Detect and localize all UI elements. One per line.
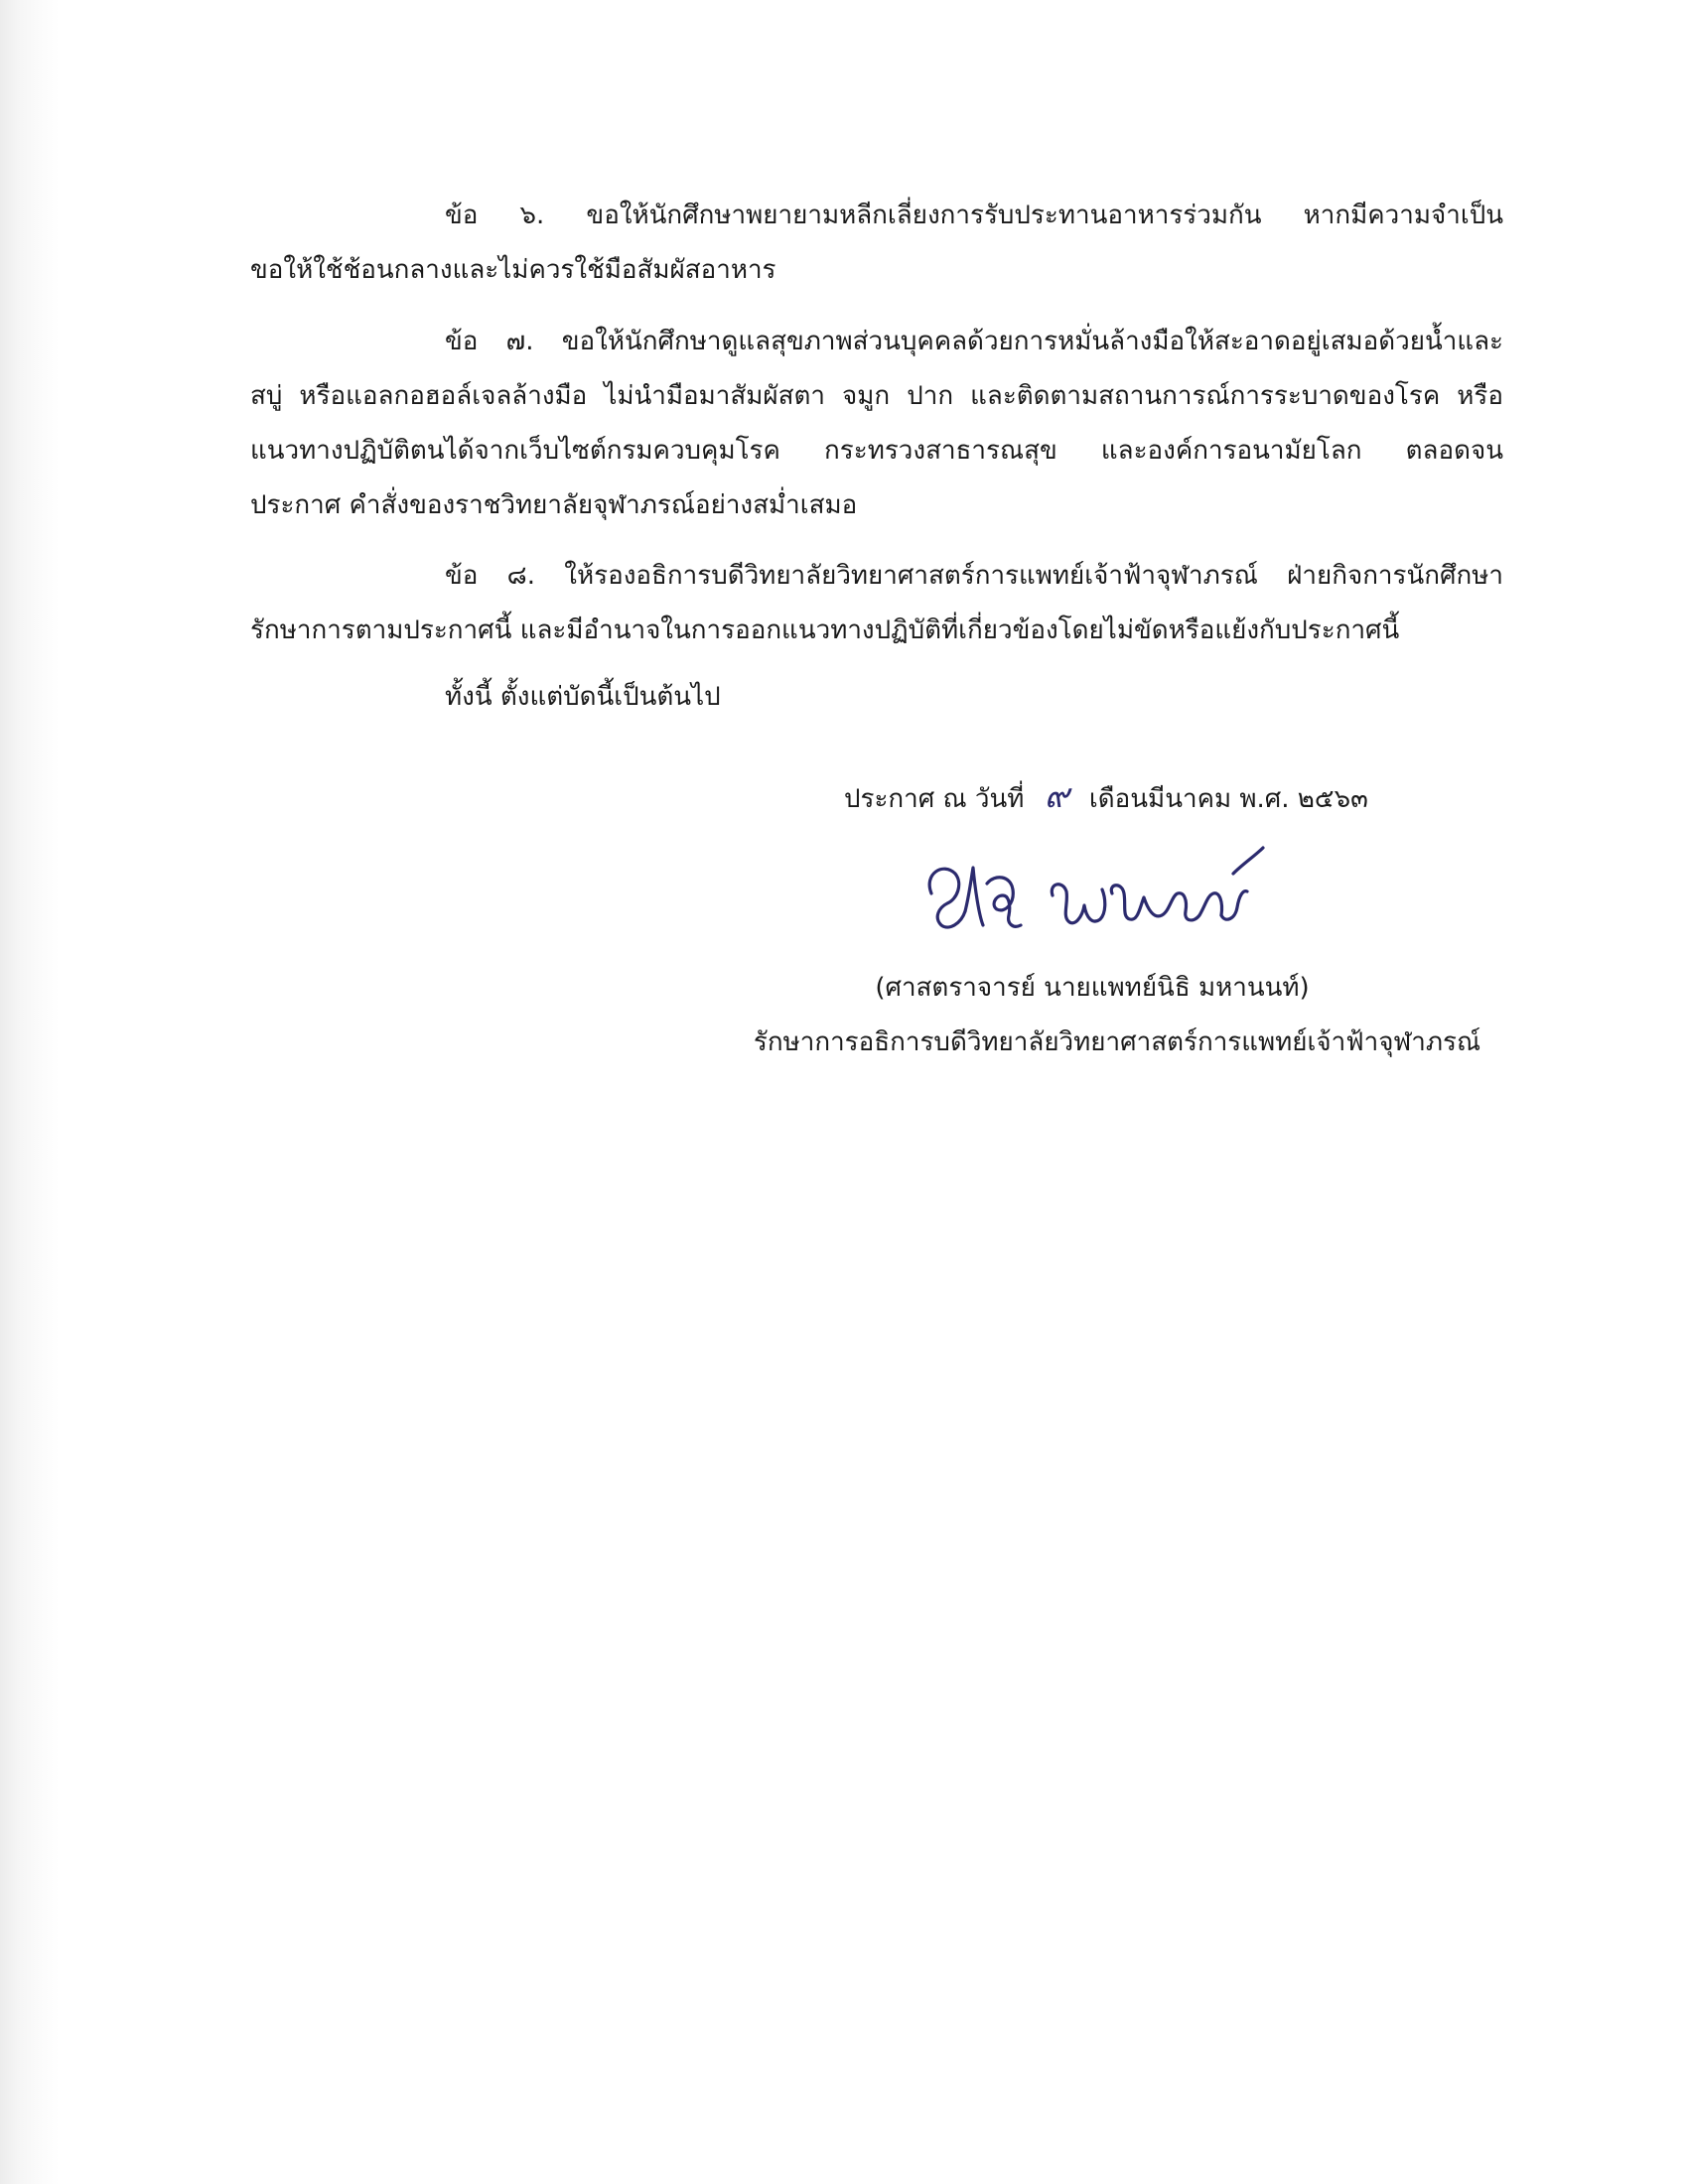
closing-statement: ทั้งนี้ ตั้งแต่บัดนี้เป็นต้นไป [445, 682, 721, 712]
signer-title: รักษาการอธิการบดีวิทยาลัยวิทยาศาสตร์การแพทย์เจ้าฟ้าจุฬาภรณ์ [753, 1027, 1481, 1057]
clause-6-line-1: ข้อ ๖. ขอให้นักศึกษาพยายามหลีกเลี่ยงการรับประทานอาหารร่วมกัน หากมีความจำเป็น [445, 201, 1503, 230]
handwritten-signature [914, 834, 1291, 943]
clause-7-line-1: ข้อ ๗. ขอให้นักศึกษาดูแลสุขภาพส่วนบุคคลด้วยการหมั่นล้างมือให้สะอาดอยู่เสมอด้วยน้ำและ [445, 327, 1503, 356]
clause-7-line-3: แนวทางปฏิบัติตนได้จากเว็บไซต์กรมควบคุมโรค กระทรวงสาธารณสุข และองค์การอนามัยโลก ตลอดจน [250, 436, 1503, 466]
clause-8-line-1: ข้อ ๘. ให้รองอธิการบดีวิทยาลัยวิทยาศาสตร์การแพทย์เจ้าฟ้าจุฬาภรณ์ ฝ่ายกิจการนักศึกษา [445, 561, 1503, 591]
signer-name: (ศาสตราจารย์ นายแพทย์นิธิ มหานนท์) [875, 973, 1310, 1003]
date-suffix: เดือนมีนาคม พ.ศ. ๒๕๖๓ [1088, 784, 1368, 814]
clause-8-paragraph [250, 549, 1503, 658]
clause-6-line-2: ขอให้ใช้ช้อนกลางและไม่ควรใช้มือสัมผัสอาหาร [250, 255, 776, 285]
clause-8-line-2: รักษาการตามประกาศนี้ และมีอำนาจในการออกแนวทางปฏิบัติที่เกี่ยวข้องโดยไม่ขัดหรือแย้งกับประกาศนี้ [250, 615, 1400, 645]
date-prefix: ประกาศ ณ วันที่ [844, 784, 1025, 814]
announcement-date [844, 769, 1400, 827]
clause-7-line-2: สบู่ หรือแอลกอฮอล์เจลล้างมือ ไม่นำมือมาสัมผัสตา จมูก ปาก และติดตามสถานการณ์การระบาดของโรค หรือ [250, 381, 1503, 411]
clause-7-line-4: ประกาศ คำสั่งของราชวิทยาลัยจุฬาภรณ์อย่างสม่ำเสมอ [250, 490, 858, 520]
date-day-handwritten: ๙ [1044, 776, 1069, 816]
clause-6-paragraph [250, 189, 1503, 298]
clause-7-paragraph [250, 315, 1503, 533]
